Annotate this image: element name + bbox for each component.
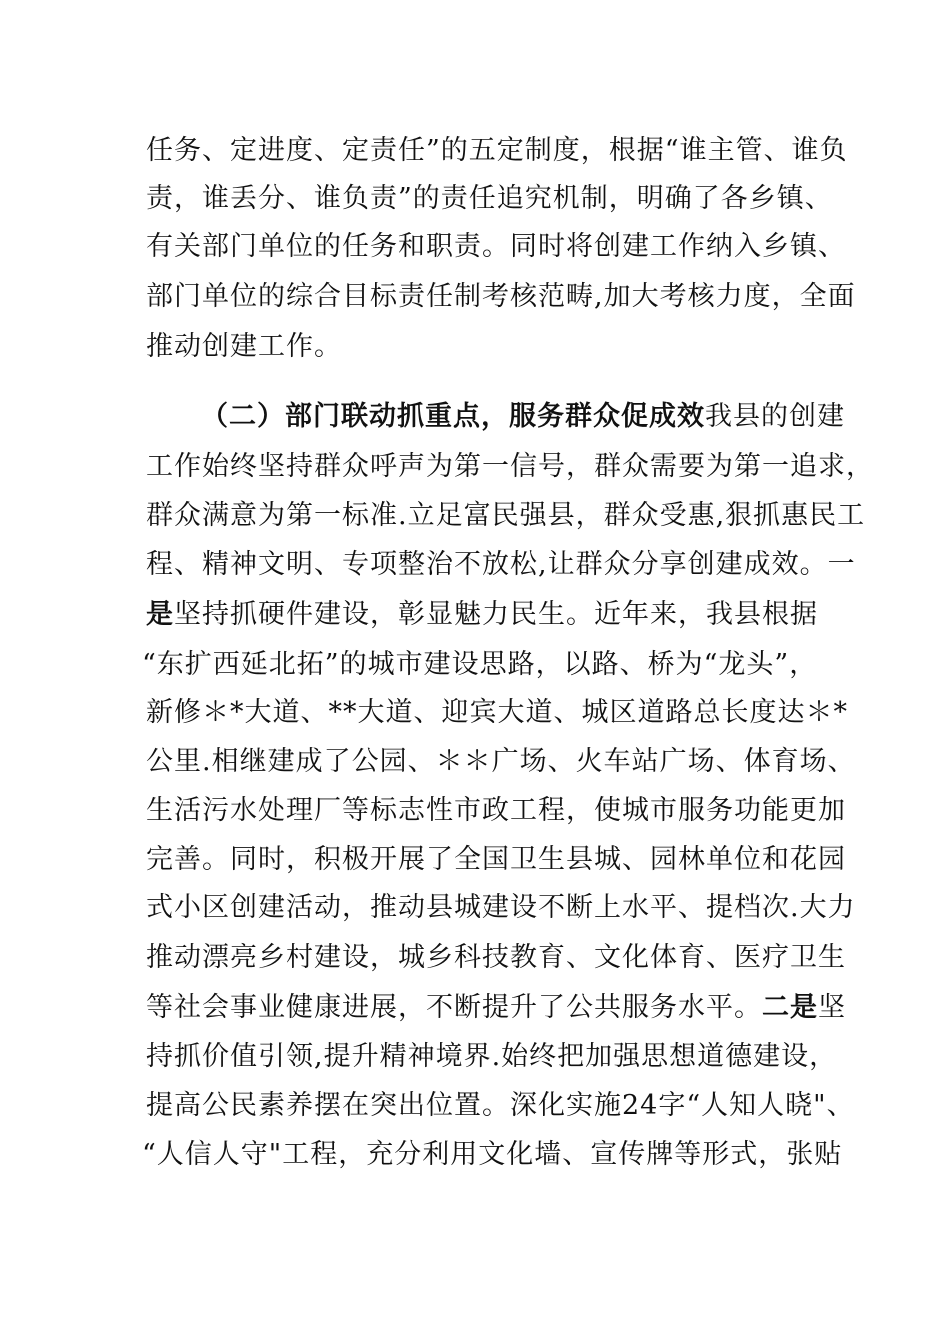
text-span: 我县的创建 [705,401,845,432]
text-line: 新修＊*大道、**大道、迎宾大道、城区道路总长度达＊* [146,697,848,728]
text-line: 群众满意为第一标准.立足富民强县，群众受惠,狠抓惠民工 [146,500,866,531]
text-line [146,983,846,1033]
text-line: 生活污水处理厂等标志性市政工程，使城市服务功能更加 [146,795,846,826]
text-line: 式小区创建活动，推动县城建设不断上水平、提档次.大力 [146,892,856,923]
text-line: 完善。同时，积极开展了全国卫生县城、园林单位和花园 [146,844,846,875]
text-line: 推动创建工作。 [146,331,342,362]
emphasis-text: 二是 [762,992,818,1023]
text-span: 坚持抓硬件建设，彰显魅力民生。近年来，我县根据 [174,599,818,630]
text-line: “东扩西延北拓”的城市建设思路，以路、桥为“龙头”， [142,649,818,680]
text-line: 有关部门单位的任务和职责。同时将创建工作纳入乡镇、 [146,231,846,262]
text-line: 公里.相继建成了公园、＊＊广场、火车站广场、体育场、 [146,746,856,777]
emphasis-text: 是 [146,599,174,630]
text-line: 责，谁丢分、谁负责”的责任追究机制，明确了各乡镇、 [146,183,833,214]
text-line [146,590,816,640]
text-line: “人信人守"工程，充分利用文化墙、宣传牌等形式，张贴 [142,1139,843,1170]
text-line: 提高公民素养摆在突出位置。深化实施24字“人知人晓"、 [146,1090,855,1121]
text-span: 坚 [818,992,846,1023]
text-line: 任务、定进度、定责任”的五定制度，根据“谁主管、谁负 [146,135,848,166]
text-line: 部门单位的综合目标责任制考核范畴,加大考核力度，全面 [146,281,856,312]
text-line: 推动漂亮乡村建设，城乡科技教育、文化体育、医疗卫生 [146,942,846,973]
section-heading: （二）部门联动抓重点，服务群众促成效 [201,401,705,432]
text-line: 持抓价值引领,提升精神境界.始终把加强思想道德建设， [146,1041,838,1072]
text-span: 等社会事业健康进展，不断提升了公共服务水平。 [146,992,762,1023]
text-line: 程、精神文明、专项整治不放松,让群众分享创建成效。一 [146,549,856,580]
section-heading-line [201,392,845,442]
text-line: 工作始终坚持群众呼声为第一信号，群众需要为第一追求， [146,451,874,482]
